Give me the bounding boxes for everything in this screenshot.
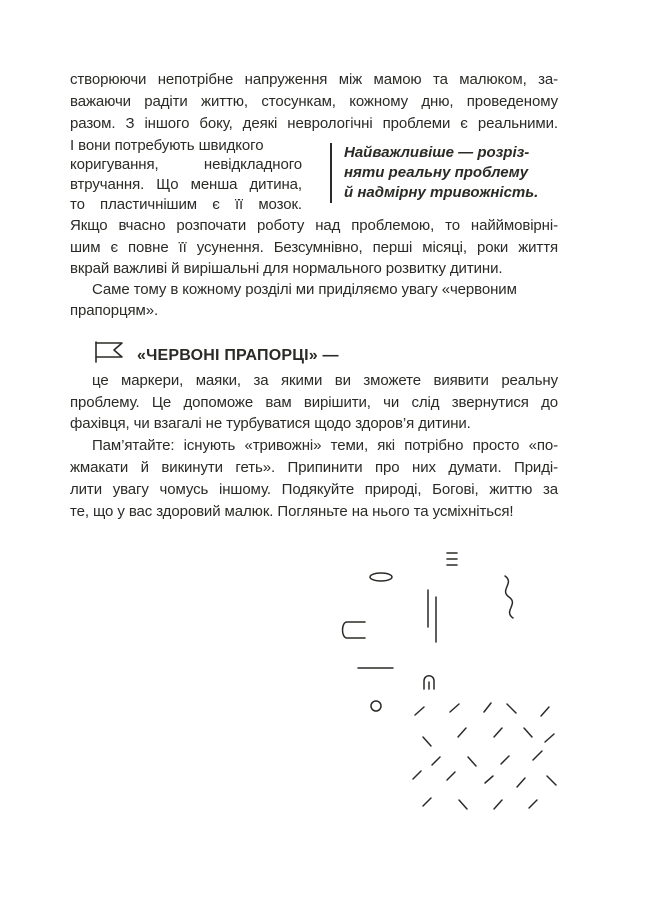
text-line: шим є повне її усунення. Безсумнівно, перші місяці, роки життя xyxy=(70,239,558,256)
pull-quote-line: Найважливіше — розріз- xyxy=(344,144,530,161)
text-line: Саме тому в кожному розділі ми приділяємо увагу «червоним xyxy=(92,281,517,298)
text-line: коригування, невідкладного xyxy=(70,156,302,173)
pull-quote-line: й надмірну тривожність. xyxy=(344,184,539,201)
section-heading: «ЧЕРВОНІ ПРАПОРЦІ» — xyxy=(137,347,339,364)
text-line: вкрай важливі й вирішальні для нормального розвитку дитини. xyxy=(70,260,503,277)
text-line: то пластичнішим є її мозок. xyxy=(70,196,302,213)
text-line: прапорцям». xyxy=(70,302,159,319)
text-line: втручання. Що менша дитина, xyxy=(70,176,302,193)
text-line: те, що у вас здоровий малюк. Погляньте на нього та усміхніться! xyxy=(70,503,514,520)
text-line: це маркери, маяки, за якими ви зможете виявити реальну xyxy=(92,372,558,389)
text-line: разом. З іншого боку, деякі неврологічні проблеми є реальними. xyxy=(70,115,558,132)
text-line: важаючи радіти життю, стосункам, кожному дню, проведеному xyxy=(70,93,558,110)
text-line: жмакати й викинути геть». Припинити про них думати. Приді- xyxy=(70,459,558,476)
text-line: лити увагу чомусь іншому. Подякуйте природі, Богові, життю за xyxy=(70,481,558,498)
text-line: І вони потребують швидкого xyxy=(70,137,264,154)
pull-quote-line: няти реальну проблему xyxy=(344,164,529,181)
text-line: фахівця, чи взагалі не турбуватися щодо здоров’я дитини. xyxy=(70,415,471,432)
quote-bar xyxy=(330,143,332,203)
text-line: створюючи непотрібне напруження між мамою та малюком, за- xyxy=(70,71,558,88)
text-line: проблему. Це допоможе вам вирішити, чи слід звернутися до xyxy=(70,394,558,411)
text-line: Якщо вчасно розпочати роботу над проблемою, то найймовірні- xyxy=(70,217,558,234)
text-line: Пам’ятайте: існують «тривожні» теми, які потрібно просто «по- xyxy=(92,437,558,454)
